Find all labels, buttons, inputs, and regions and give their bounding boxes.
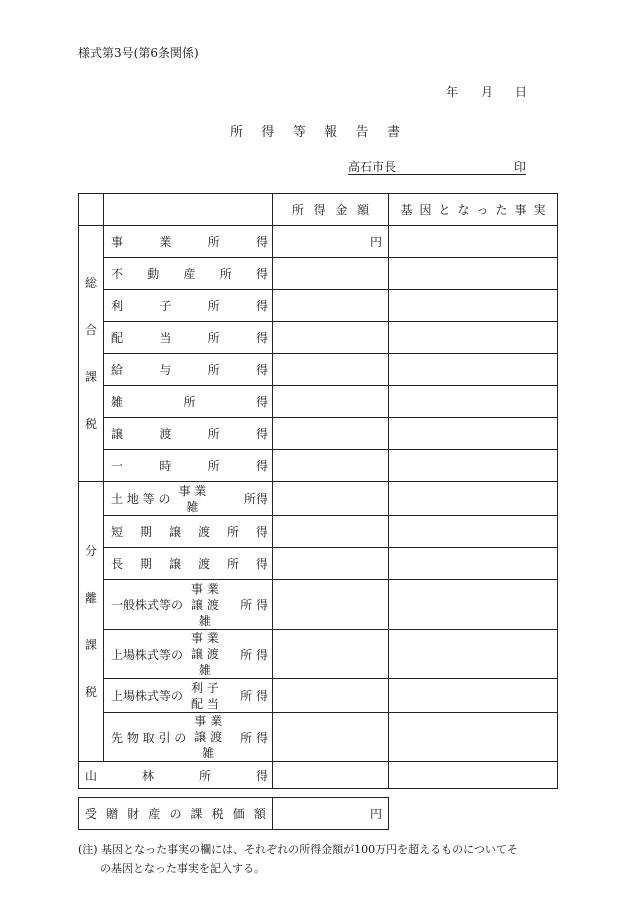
date-month-label: 月 — [481, 85, 494, 99]
fact-cell[interactable] — [389, 418, 558, 450]
fact-cell[interactable] — [389, 548, 558, 580]
footnote-line-1: (注) 基因となった事実の欄には、それぞれの所得金額が100万円を超えるものについてそ — [78, 843, 518, 856]
row-label-land-income: 土 地 等 の 事 業 雑 所得 — [104, 482, 273, 516]
table-row — [79, 418, 558, 450]
fact-cell[interactable] — [389, 450, 558, 482]
gift-amount-cell[interactable]: 円 — [273, 798, 389, 830]
table-header-row — [79, 194, 558, 226]
table-row — [79, 713, 558, 762]
gift-property-table — [78, 797, 389, 830]
row-label-listed-interest-dividend: 上場株式等の 利 子 配 当 所 得 — [104, 679, 273, 713]
document-title: 所 得 等 報 告 書 — [230, 125, 400, 140]
amount-cell[interactable] — [273, 516, 389, 548]
amount-cell[interactable] — [273, 482, 389, 516]
row-label-forestry-income: 山 林 所 得 — [79, 762, 273, 789]
amount-cell[interactable] — [273, 580, 389, 630]
amount-cell[interactable] — [273, 450, 389, 482]
amount-cell[interactable] — [273, 258, 389, 290]
amount-cell[interactable] — [273, 762, 389, 789]
amount-cell[interactable]: 円 — [273, 226, 389, 258]
row-label-business-income: 事 業 所 得 — [104, 226, 273, 258]
row-label-long-term-transfer: 長 期 譲 渡 所 得 — [104, 548, 273, 580]
income-report-table — [78, 193, 558, 789]
row-label-general-stocks: 一般株式等の 事 業 譲 渡 雑 所 得 — [104, 580, 273, 630]
footnote-line-2: の基因となった事実を記入する。 — [100, 862, 265, 875]
form-number: 様式第3号(第6条関係) — [78, 46, 199, 60]
header-corner — [79, 194, 104, 226]
amount-cell[interactable] — [273, 386, 389, 418]
footnote — [78, 840, 558, 878]
amount-cell[interactable] — [273, 630, 389, 679]
amount-cell[interactable] — [273, 290, 389, 322]
row-label-futures: 先 物 取 引 の 事 業 譲 渡 雑 所 得 — [104, 713, 273, 762]
table-row — [79, 762, 558, 789]
fact-cell[interactable] — [389, 226, 558, 258]
fact-cell[interactable] — [389, 516, 558, 548]
fact-cell[interactable] — [389, 258, 558, 290]
table-row — [79, 226, 558, 258]
table-row — [79, 322, 558, 354]
fact-cell[interactable] — [389, 713, 558, 762]
addressee: 高石市長 — [348, 160, 397, 174]
table-row — [79, 482, 558, 516]
row-label-misc-income: 雑 所 得 — [104, 386, 273, 418]
row-label-listed-stocks: 上場株式等の 事 業 譲 渡 雑 所 得 — [104, 630, 273, 679]
addressee-line — [348, 158, 526, 175]
fact-cell[interactable] — [389, 322, 558, 354]
gift-property-label: 受 贈 財 産 の 課 税 価 額 — [79, 798, 273, 830]
amount-cell[interactable] — [273, 418, 389, 450]
amount-cell[interactable] — [273, 713, 389, 762]
row-label-dividend-income: 配 当 所 得 — [104, 322, 273, 354]
table-row — [79, 354, 558, 386]
table-row — [79, 548, 558, 580]
date-day-label: 日 — [515, 85, 528, 99]
row-label-temporary-income: 一 時 所 得 — [104, 450, 273, 482]
fact-cell[interactable] — [389, 630, 558, 679]
amount-cell[interactable] — [273, 354, 389, 386]
table-row — [79, 516, 558, 548]
row-label-salary-income: 給 与 所 得 — [104, 354, 273, 386]
row-label-interest-income: 利 子 所 得 — [104, 290, 273, 322]
fact-cell[interactable] — [389, 354, 558, 386]
fact-cell[interactable] — [389, 679, 558, 713]
table-row — [79, 630, 558, 679]
header-underlying-fact: 基 因 と な っ た 事 実 — [389, 194, 558, 226]
table-row — [79, 258, 558, 290]
row-label-transfer-income: 譲 渡 所 得 — [104, 418, 273, 450]
amount-cell[interactable] — [273, 548, 389, 580]
fact-cell[interactable] — [389, 580, 558, 630]
table-row — [79, 580, 558, 630]
fact-cell[interactable] — [389, 762, 558, 789]
fact-cell[interactable] — [389, 482, 558, 516]
amount-cell[interactable] — [273, 679, 389, 713]
amount-cell[interactable] — [273, 322, 389, 354]
header-income-amount: 所 得 金 額 — [273, 194, 389, 226]
table-row — [79, 290, 558, 322]
fact-cell[interactable] — [389, 386, 558, 418]
fact-cell[interactable] — [389, 290, 558, 322]
table-row — [79, 386, 558, 418]
table-row — [79, 679, 558, 713]
category-general-taxation: 総 合 課 税 — [79, 226, 104, 482]
row-label-short-term-transfer: 短 期 譲 渡 所 得 — [104, 516, 273, 548]
row-label-real-estate-income: 不 動 産 所 得 — [104, 258, 273, 290]
category-separate-taxation: 分 離 課 税 — [79, 482, 104, 762]
date-year-label: 年 — [446, 85, 459, 99]
table-row — [79, 450, 558, 482]
table-row — [79, 798, 389, 830]
seal-mark: 印 — [513, 160, 526, 174]
header-blank — [104, 194, 273, 226]
